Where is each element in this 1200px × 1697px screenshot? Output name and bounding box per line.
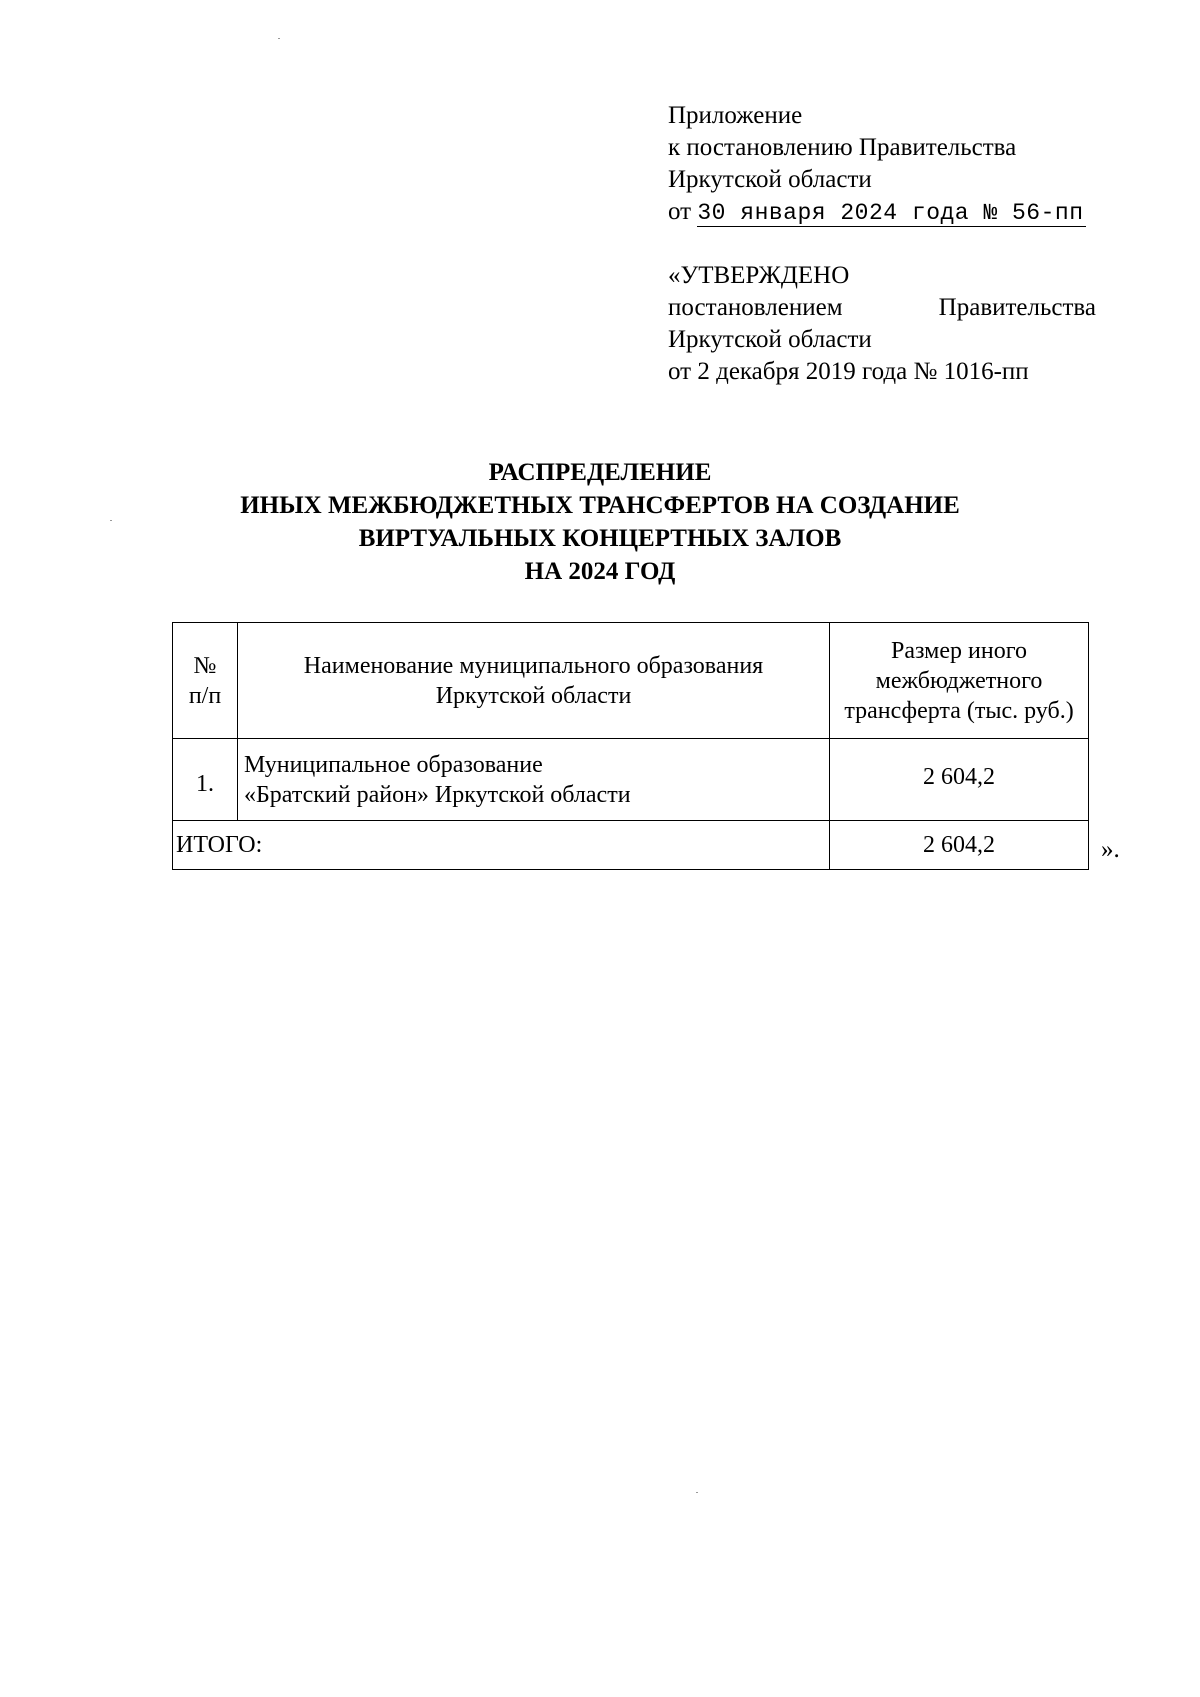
header-size-line-3: трансферта (тыс. руб.) bbox=[844, 697, 1074, 724]
approved-by-right: Правительства bbox=[938, 294, 1096, 321]
approved-by-left: постановлением bbox=[668, 294, 843, 321]
appendix-block bbox=[668, 100, 1108, 228]
appendix-date-prefix: от bbox=[668, 198, 698, 225]
row-municipality-line-2: «Братский район» Иркутской области bbox=[244, 781, 631, 808]
title-line-2: ИНЫХ МЕЖБЮДЖЕТНЫХ ТРАНСФЕРТОВ НА СОЗДАНИЕ bbox=[240, 492, 960, 519]
header-size-line-1: Размер иного bbox=[891, 637, 1027, 664]
row-number: 1. bbox=[173, 739, 238, 821]
total-label: ИТОГО: bbox=[173, 821, 830, 870]
header-transfer-size bbox=[830, 623, 1089, 739]
approved-by-line bbox=[668, 292, 1096, 324]
table-header-row bbox=[173, 623, 1089, 739]
header-number bbox=[173, 623, 238, 739]
row-municipality bbox=[238, 739, 830, 821]
header-municipality-line-2: Иркутской области bbox=[435, 682, 632, 709]
title-line-1: РАСПРЕДЕЛЕНИЕ bbox=[488, 459, 712, 486]
row-transfer-value: 2 604,2 bbox=[830, 739, 1089, 821]
distribution-table bbox=[172, 622, 1089, 870]
closing-quote: ». bbox=[1101, 836, 1120, 863]
table-row bbox=[173, 739, 1089, 821]
total-row bbox=[173, 821, 1089, 870]
appendix-reference: к постановлению Правительства bbox=[668, 134, 1017, 161]
total-value: 2 604,2 bbox=[830, 821, 1089, 870]
appendix-date-line bbox=[668, 196, 1108, 228]
header-number-symbol: № bbox=[193, 652, 217, 679]
scan-speck bbox=[110, 520, 112, 521]
row-municipality-line-1: Муниципальное образование bbox=[244, 751, 543, 778]
header-size-line-2: межбюджетного bbox=[875, 667, 1043, 694]
scan-speck bbox=[278, 38, 280, 39]
header-number-abbr: п/п bbox=[188, 682, 222, 709]
approved-date: от 2 декабря 2019 года № 1016-пп bbox=[668, 358, 1029, 385]
title-line-3: ВИРТУАЛЬНЫХ КОНЦЕРТНЫХ ЗАЛОВ bbox=[358, 525, 842, 552]
appendix-region: Иркутской области bbox=[668, 166, 872, 193]
approved-block bbox=[668, 260, 1096, 388]
document-title bbox=[160, 456, 1040, 588]
scan-speck bbox=[696, 1492, 698, 1493]
header-municipality-line-1: Наименование муниципального образования bbox=[303, 652, 764, 679]
approved-region: Иркутской области bbox=[668, 326, 872, 353]
approved-heading: «УТВЕРЖДЕНО bbox=[668, 262, 850, 289]
appendix-title: Приложение bbox=[668, 102, 803, 129]
header-municipality bbox=[238, 623, 830, 739]
appendix-date-value: 30 января 2024 года № 56-пп bbox=[697, 200, 1084, 226]
title-line-4: НА 2024 ГОД bbox=[524, 558, 676, 585]
